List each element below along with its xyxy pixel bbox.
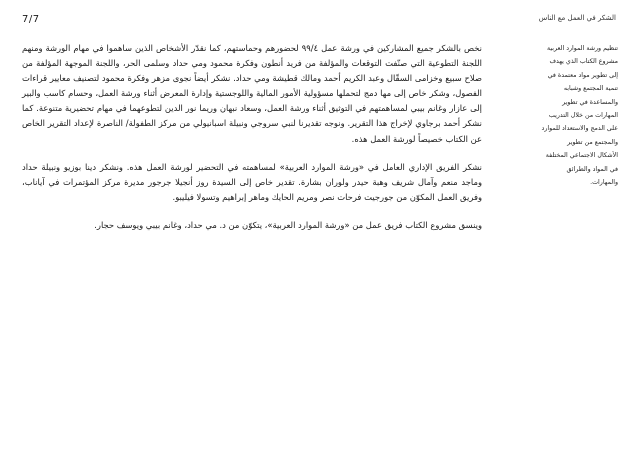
sidebar-line: والمهارات. (590, 179, 618, 187)
acknowledgment-paragraph: نشكر الفريق الإداري العامل في «ورشة الموارد العربية» لمساهمته في التحضير لورشة العمل هذه. ونشكر دينا بوزيو ونبيلة حداد وماجد منعم وآمال شريف وهبة حيدر ولوران بشارة. تقدير خاص إلى السيدة روز أنجيلا جرجور مديرة مركز المؤتمرات في آياناب، وفريق العمل المكوّن من جورجيت فرحات نصر ومريم الحايك وماهر إبراهيم وتسولا فيليبو. (22, 161, 482, 202)
acknowledgment-paragraph: نخص بالشكر جميع المشاركين في ورشة عمل ٩٩/٤ لحضورهم وحماستهم، كما نقدّر الأشخاص الذين ساهموا في مهام الورشة ومنهم اللجنة التطوعية التي صنّفت التوقعات والمؤلفة من فريد أنطون وفكرة محمود ومي حداد وسلمى الحر، واللجنة الموجهة المؤلفة من صلاح سبيع وخزامى السقّال وعبد الكريم أحمد ومالك قطيشة ومي حداد. نشكر أيضاً نجوى مزهر وفكرة محمود لتصنيف معايير قراءات الفصول، وشكر خاص إلى مها دمج لتحملها مسؤولية الأمور المالية واللوجستية وإدارة المعرض أثناء ورشة العمل، وحسام كاسب والبير إلى عازار وغانم بيبي لمساهمتهم في التوثيق أثناء ورشة العمل، وسعاد نبهان وريما نور الدين لتطوعهما في مهام تحضيرية متنوعة. كما نشكر أحمد برجاوي لإخراج هذا التقرير. ونوجه تقديرنا لنبي سروجي ونبيلة اسبانيولي من مركز الطفولة/ الناصرة لإعداد التقرير الخاص عن الكتاب خصيصاً لورشة العمل هذه. (22, 43, 482, 144)
sidebar-line: إلى تطوير مواد معتمدة في (547, 71, 618, 79)
sidebar-line: تنظيم ورشة الموارد العربية (546, 45, 618, 52)
sidebar-line: على الدمج والاستعداد للموارد (541, 125, 618, 133)
sidebar-line: الأشكال الاجتماعي المختلفة (545, 152, 618, 160)
main-text (22, 41, 482, 246)
sidebar-line: والمساعدة في تطوير (562, 98, 618, 106)
page-number: 7/7 (22, 14, 40, 25)
sidebar-line: المهارات من خلال التدريب (548, 112, 618, 120)
running-header: الشكر في العمل مع الناس (538, 14, 616, 22)
acknowledgment-paragraph: وينسق مشروع الكتاب فريق عمل من «ورشة الموارد العربية»، يتكوّن من د. مي حداد، وغانم بيبي ويوسف حجار. (94, 219, 482, 230)
sidebar-note (520, 42, 618, 189)
sidebar-line: في المواد والطرائق (566, 165, 618, 173)
sidebar-line: مشروع الكتاب الذي يهدف (549, 58, 618, 66)
sidebar-line: تنمية المجتمع وشبابه (563, 85, 618, 93)
sidebar-line: والمجتمع من تطوير (567, 138, 618, 146)
